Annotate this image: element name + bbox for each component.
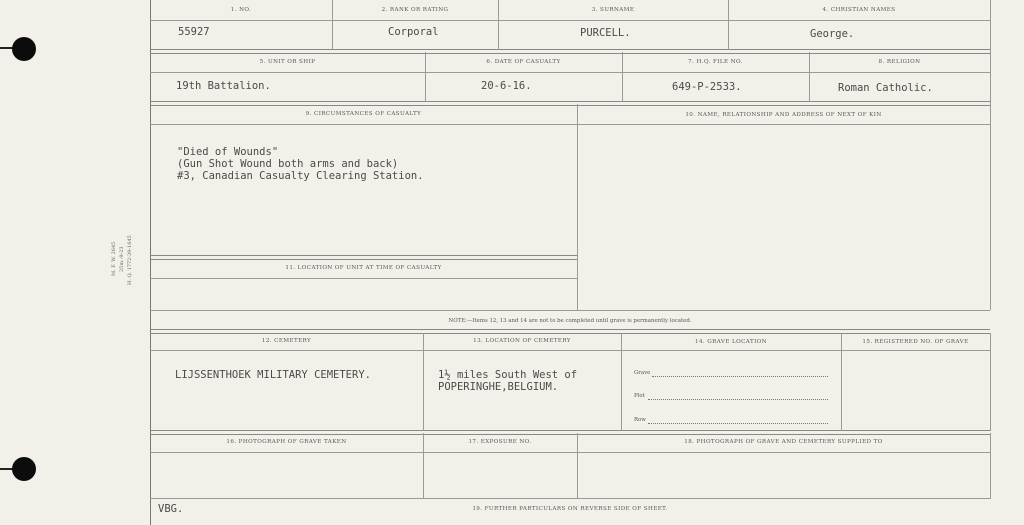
rule [150, 430, 990, 435]
rule [150, 72, 990, 73]
value-religion: Roman Catholic. [838, 82, 933, 94]
value-surname: PURCELL. [580, 27, 631, 39]
value-cemetery: LIJSSENTHOEK MILITARY CEMETERY. [175, 369, 371, 381]
header-rank: 2. RANK OR RATING [381, 7, 449, 13]
header-hq-file: 7. H.Q. FILE NO. [688, 59, 743, 65]
grave-field-label: Grave [634, 370, 651, 376]
header-location-unit: 11. LOCATION OF UNIT AT TIME OF CASUALTY [285, 265, 442, 271]
header-photo-supplied: 18. PHOTOGRAPH OF GRAVE AND CEMETERY SUPPLIED TO [684, 439, 883, 445]
rule [150, 452, 990, 453]
value-hq-file: 649-P-2533. [672, 81, 742, 93]
binder-hole-top [12, 37, 36, 61]
rule [150, 278, 577, 279]
binder-hole-bottom [12, 457, 36, 481]
margin-code-2: 25m.-9-23 [119, 246, 125, 272]
footer-code: VBG. [158, 503, 184, 515]
header-registered-no: 15. REGISTERED NO. OF GRAVE [862, 339, 969, 345]
rule [150, 49, 990, 54]
value-date: 20-6-16. [481, 80, 532, 92]
left-border [150, 0, 151, 525]
right-border [990, 0, 991, 310]
rule [423, 333, 424, 431]
header-next-of-kin: 10. NAME, RELATIONSHIP AND ADDRESS OF NEXT OF KIN [685, 112, 882, 118]
margin-code-1: M. F. W. 2645 [111, 241, 117, 276]
rule [150, 329, 990, 334]
circumstances-line-3: #3, Canadian Casualty Clearing Station. [177, 170, 424, 182]
value-rank: Corporal [388, 26, 439, 38]
note-text: NOTE:—Items 12, 13 and 14 are not to be completed until grave is permanently located. [448, 318, 692, 324]
rule [577, 104, 578, 310]
value-location-cemetery-2: POPERINGHE,BELGIUM. [438, 381, 559, 393]
header-date: 6. DATE OF CASUALTY [486, 59, 561, 65]
header-christian-names: 4. CHRISTIAN NAMES [822, 7, 896, 13]
footer-further-particulars: 19. FURTHER PARTICULARS ON REVERSE SIDE OF SHEET. [472, 506, 668, 512]
header-grave-location: 14. GRAVE LOCATION [695, 339, 767, 345]
rule [150, 101, 990, 106]
rule [150, 310, 990, 311]
value-no: 55927 [178, 26, 210, 38]
circumstances-line-2: (Gun Shot Wound both arms and back) [177, 158, 399, 170]
circumstances-line-1: "Died of Wounds" [177, 146, 279, 158]
value-location-cemetery-1: 1½ miles South West of [438, 369, 578, 381]
header-location-cemetery: 13. LOCATION OF CEMETERY [473, 338, 571, 344]
rule [150, 255, 577, 260]
value-christian-names: George. [810, 28, 855, 40]
header-surname: 3. SURNAME [591, 7, 635, 13]
header-cemetery: 12. CEMETERY [261, 338, 312, 344]
plot-field-label: Plot [634, 393, 645, 399]
rule [150, 124, 990, 125]
grave-field-line [652, 376, 828, 377]
rule [990, 433, 991, 499]
rule [150, 20, 990, 21]
header-unit: 5. UNIT OR SHIP [259, 59, 316, 65]
row-field-label: Row [634, 417, 646, 423]
rule [841, 333, 842, 431]
rule [990, 333, 991, 431]
rule [621, 333, 622, 431]
header-religion: 8. RELIGION [878, 59, 921, 65]
header-exposure: 17. EXPOSURE NO. [468, 439, 532, 445]
header-no: 1. NO. [230, 7, 252, 13]
plot-field-line [648, 399, 828, 400]
row-field-line [648, 423, 828, 424]
rule [150, 350, 990, 351]
value-unit: 19th Battalion. [176, 80, 271, 92]
header-circumstances: 9. CIRCUMSTANCES OF CASUALTY [305, 111, 422, 117]
rule [150, 498, 990, 499]
header-photo-taken: 16. PHOTOGRAPH OF GRAVE TAKEN [226, 439, 347, 445]
margin-code-3: H. Q. 1772-39-1645 [127, 235, 133, 285]
